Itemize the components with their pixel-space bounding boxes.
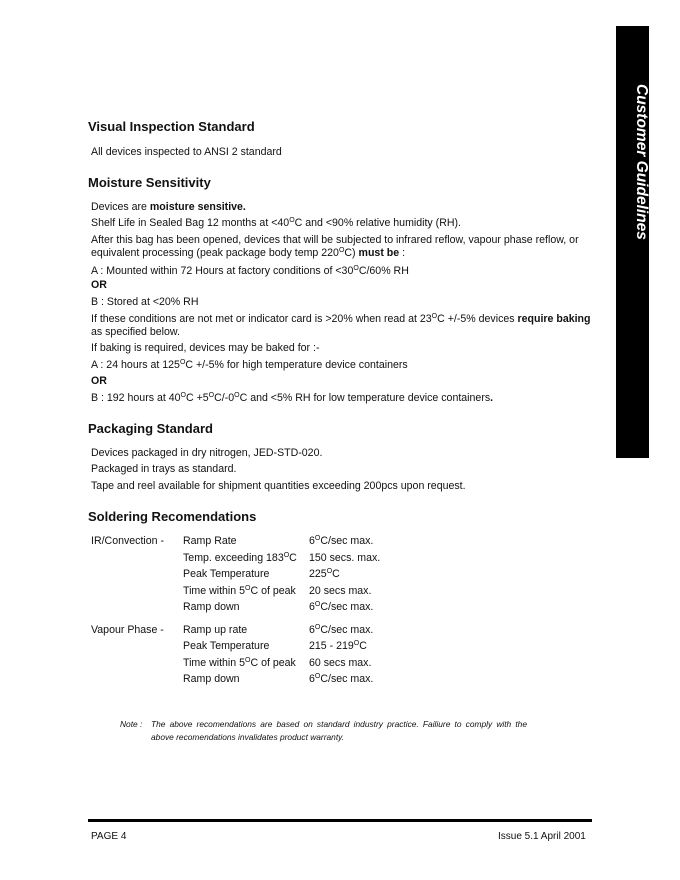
footer-divider xyxy=(88,819,592,822)
vp-param: Time within $5^OC$ of peak xyxy=(183,657,296,669)
moisture-line-9: If baking is required, devices may be baked for :- xyxy=(91,342,320,354)
moisture-heading: Moisture Sensitivity xyxy=(88,175,211,190)
moisture-line-11: B : 192 hours at $40^OC +5^OC/-0^OC$ and <5% RH for low temperature device containers. xyxy=(91,392,494,404)
visual-inspection-text: All devices inspected to ANSI 2 standard xyxy=(91,146,282,158)
moisture-line-3: After this bag has been opened, devices that will be subjected to infrared reflow, vapour phase reflow, or xyxy=(91,234,579,246)
moisture-line-5: A : Mounted within 72 Hours at factory conditions of $<30^OC/60\%$ RH xyxy=(91,265,409,277)
moisture-line-8: as specified below. xyxy=(91,326,180,338)
vp-param: Peak Temperature xyxy=(183,640,270,652)
moisture-line-1: Devices are moisture sensitive. xyxy=(91,201,246,213)
vp-param: Ramp down xyxy=(183,673,240,685)
packaging-line-3: Tape and reel available for shipment quantities exceeding 200pcs upon request. xyxy=(91,480,466,492)
ir-param: Temp. exceeding $183^OC$ xyxy=(183,552,297,564)
packaging-line-1: Devices packaged in dry nitrogen, JED-STD-020. xyxy=(91,447,323,459)
sidebar-title: Customer Guidelines xyxy=(633,84,650,240)
ir-param: Peak Temperature xyxy=(183,568,270,580)
vp-value: 60 secs max. xyxy=(309,657,372,669)
sidebar-tab xyxy=(616,26,649,458)
vp-value: $215 - 219^OC$ xyxy=(309,640,367,652)
ir-value: 150 secs. max. xyxy=(309,552,381,564)
packaging-heading: Packaging Standard xyxy=(88,421,213,436)
vp-value: $6^OC/\sec$ max. xyxy=(309,624,374,636)
page-number: PAGE 4 xyxy=(91,831,127,842)
ir-param: Ramp Rate xyxy=(183,535,237,547)
moisture-line-7: If these conditions are not met or indicator card is >20% when read at $23^OC +/-5\%$ devices require baking xyxy=(91,313,591,325)
moisture-or-2: OR xyxy=(91,375,107,387)
vp-param: Ramp up rate xyxy=(183,624,248,636)
ir-value: $6^OC/\sec$ max. xyxy=(309,535,374,547)
note-text: The above recomendations are based on standard industry practice. Failiure to comply with the above recomendations invalidates product warranty. xyxy=(151,719,527,742)
ir-value: 20 secs max. xyxy=(309,585,372,597)
ir-param: Ramp down xyxy=(183,601,240,613)
moisture-line-6: B : Stored at <20% RH xyxy=(91,296,199,308)
moisture-line-4: equivalent processing (peak package body temp $220^OC$) must be : xyxy=(91,247,406,259)
visual-inspection-heading: Visual Inspection Standard xyxy=(88,119,255,134)
ir-param: Time within $5^OC$ of peak xyxy=(183,585,296,597)
packaging-line-2: Packaged in trays as standard. xyxy=(91,463,237,475)
soldering-heading: Soldering Recomendations xyxy=(88,509,257,524)
ir-label: IR/Convection - xyxy=(91,535,165,547)
note-label: Note : xyxy=(120,719,143,729)
issue-date: Issue 5.1 April 2001 xyxy=(498,831,586,842)
vp-value: $6^OC/\sec$ max. xyxy=(309,673,374,685)
moisture-line-2: Shelf Life in Sealed Bag 12 months at $<40^OC$ and <90% relative humidity (RH). xyxy=(91,217,461,229)
ir-value: $225^OC$ xyxy=(309,568,340,580)
ir-value: $6^OC/\sec$ max. xyxy=(309,601,374,613)
moisture-line-10: A : 24 hours at $125^OC +/-5\%$ for high temperature device containers xyxy=(91,359,408,371)
moisture-or-1: OR xyxy=(91,279,107,291)
vp-label: Vapour Phase - xyxy=(91,624,164,636)
